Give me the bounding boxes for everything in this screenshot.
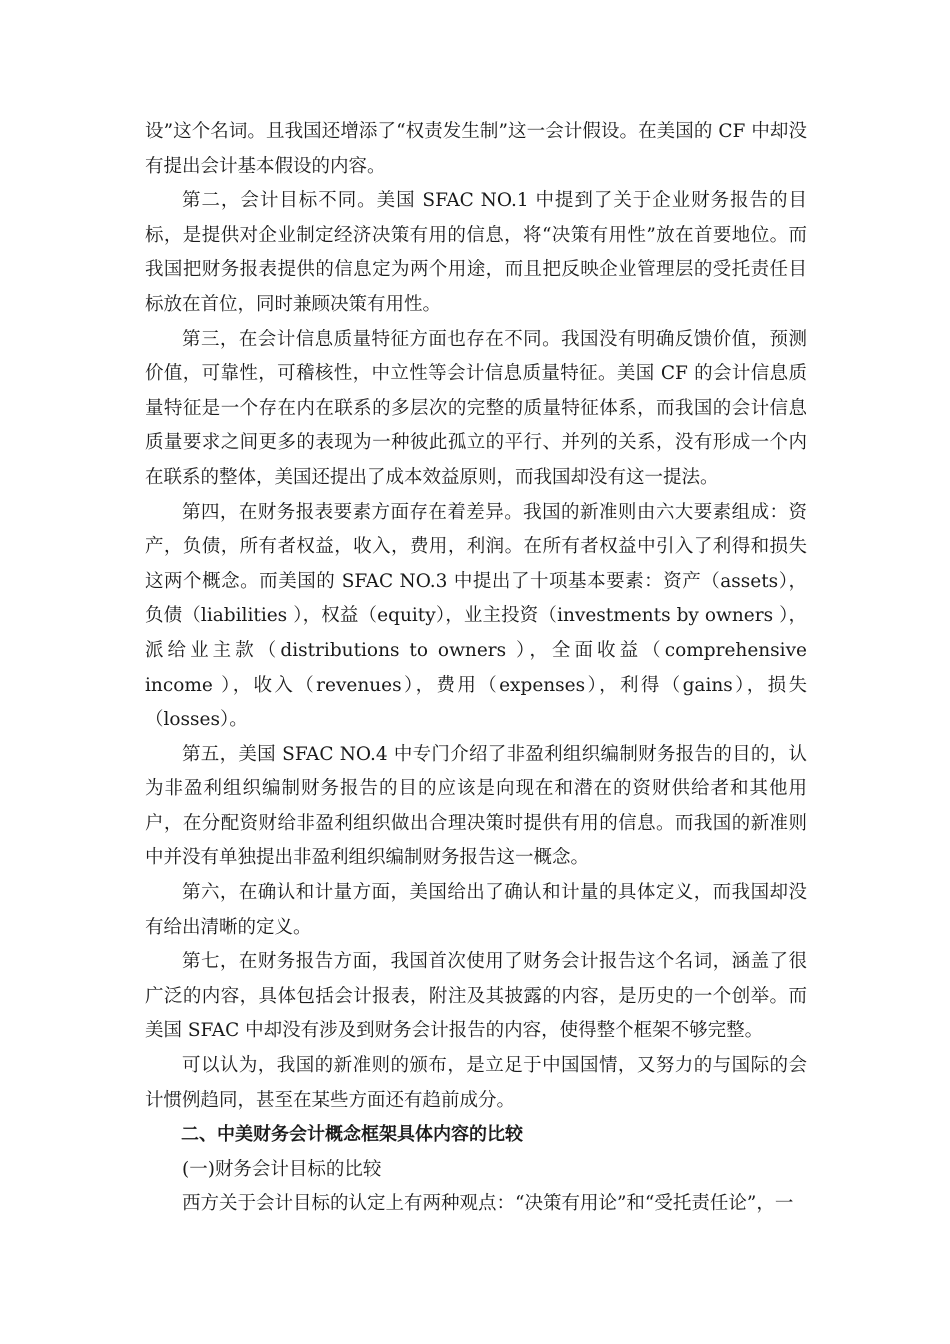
paragraph-seventh-point: 第七，在财务报告方面，我国首次使用了财务会计报告这个名词，涵盖了很广泛的内容，具体包括会计报表，附注及其披露的内容，是历史的一个创举。而美国 SFAC 中却没有涉及到财务会计报告的内容，使得整个框架不够完整。 bbox=[145, 951, 807, 1042]
paragraph-sixth-point: 第六，在确认和计量方面，美国给出了确认和计量的具体定义，而我国却没有给出清晰的定义。 bbox=[145, 882, 807, 938]
paragraph-conclusion: 可以认为，我国的新准则的颁布，是立足于中国国情，又努力的与国际的会计惯例趋同，甚至在某些方面还有趋前成分。 bbox=[145, 1055, 807, 1111]
paragraph-fifth-point: 第五，美国 SFAC NO.4 中专门介绍了非盈利组织编制财务报告的目的，认为非盈利组织编制财务报告的目的应该是向现在和潜在的资财供给者和其他用户，在分配资财给非盈利组织做出合理决策时提供有用的信息。而我国的新准则中并没有单独提出非盈利组织编制财务报告这一概念。 bbox=[145, 743, 807, 869]
section-heading: 二、中美财务会计概念框架具体内容的比较 bbox=[181, 1124, 523, 1146]
paragraph-last: 西方关于会计目标的认定上有两种观点：“决策有用论”和“受托责任论”，一 bbox=[182, 1193, 794, 1215]
paragraph-fourth-point: 第四，在财务报表要素方面存在着差异。我国的新准则由六大要素组成：资产，负债，所有者权益，收入，费用，利润。在所有者权益中引入了利得和损失这两个概念。而美国的 SFAC NO.3 中提出了十项基本要素：资产（assets），负债（liabilities ），权益（equity），业主投资（investments by owners ），派给业主款（distributions to owners ），全面收益（comprehensive income ），收入（revenues），费用（expenses），利得（gains），损失（losses）。 bbox=[145, 501, 807, 731]
paragraph-continued: 设”这个名词。且我国还增添了“权责发生制”这一会计假设。在美国的 CF 中却没有提出会计基本假设的内容。 bbox=[145, 121, 807, 177]
paragraph-third-point: 第三，在会计信息质量特征方面也存在不同。我国没有明确反馈价值，预测价值，可靠性，可稽核性，中立性等会计信息质量特征。美国 CF 的会计信息质量特征是一个存在内在联系的多层次的完整的质量特征体系，而我国的会计信息质量要求之间更多的表现为一种彼此孤立的平行、并列的关系，没有形成一个内在联系的整体，美国还提出了成本效益原则，而我国却没有这一提法。 bbox=[145, 328, 807, 488]
paragraph-second-point: 第二，会计目标不同。美国 SFAC NO.1 中提到了关于企业财务报告的目标，是提供对企业制定经济决策有用的信息，将“决策有用性”放在首要地位。而我国把财务报表提供的信息定为两个用途，而且把反映企业管理层的受托责任目标放在首位，同时兼顾决策有用性。 bbox=[145, 190, 807, 315]
subsection-heading: (一)财务会计目标的比较 bbox=[182, 1158, 382, 1180]
body-text bbox=[145, 115, 807, 1222]
